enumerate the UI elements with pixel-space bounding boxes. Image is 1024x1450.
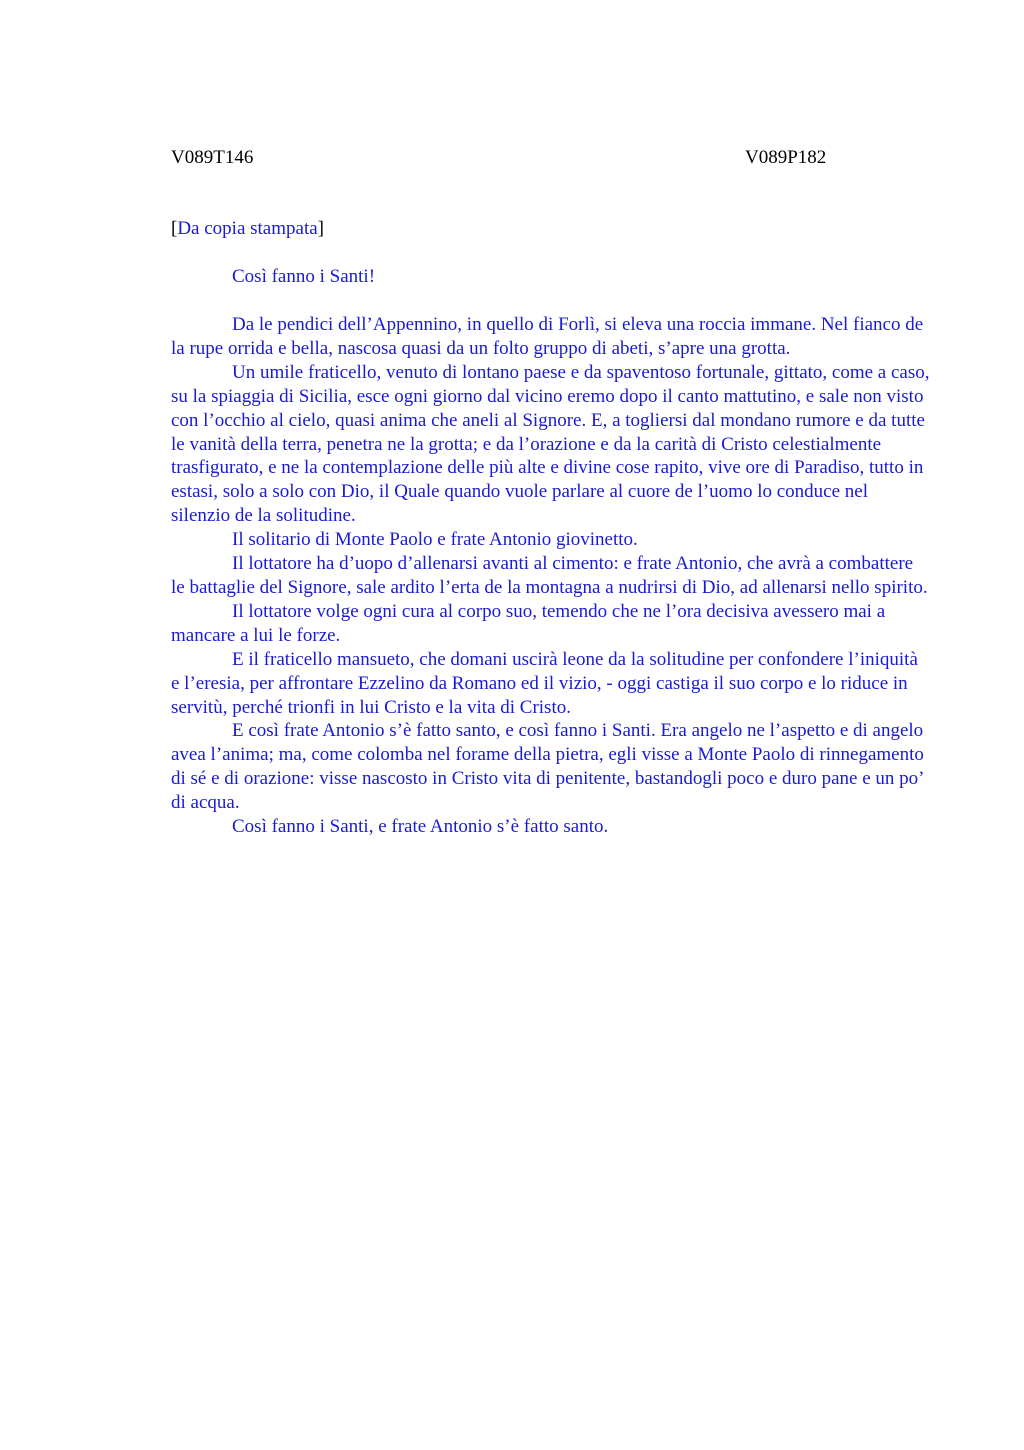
document-code-left: V089T146 (171, 147, 254, 168)
paragraph: Da le pendici dell’Appennino, in quello di Forlì, si eleva una roccia immane. Nel fianco de la rupe orrida e bella, nascosa quasi da un folto gruppo di abeti, s’apre una grotta. (171, 314, 924, 359)
source-open-bracket: [ (171, 218, 178, 239)
paragraph: E il fraticello mansueto, che domani uscirà leone da la solitudine per confondere l’iniquità e l’eresia, per affrontare Ezzelino da Romano ed il vizio, - oggi castiga il suo corpo e lo riduce in servitù, perché trionfi in lui Cristo e la vita di Cristo. (171, 648, 918, 718)
source-note (171, 218, 324, 240)
paragraph: Così fanno i Santi, e frate Antonio s’è fatto santo. (232, 816, 609, 838)
paragraph: Il lottatore volge ogni cura al corpo suo, temendo che ne l’ora decisiva avessero mai a mancare a lui le forze. (171, 600, 886, 646)
source-close-bracket: ] (317, 218, 324, 239)
paragraph: E così frate Antonio s’è fatto santo, e così fanno i Santi. Era angelo ne l’aspetto e di angelo avea l’anima; ma, come colomba nel forame della pietra, egli visse a Monte Paolo di rinnegamento di sé e di orazione: visse nascosto in Cristo vita di penitente, bastandogli poco e duro pane e un po’ di acqua. (171, 720, 924, 814)
document-title: Così fanno i Santi! (232, 266, 376, 287)
document-body (171, 313, 931, 839)
source-note-text: Da copia stampata (177, 218, 318, 239)
document-code-right: V089P182 (745, 147, 827, 168)
paragraph: Un umile fraticello, venuto di lontano paese e da spaventoso fortunale, gittato, come a caso, su la spiaggia di Sicilia, esce ogni giorno dal vicino eremo dopo il canto mattutino, e sale non visto con l’occhio al cielo, quasi anima che aneli al Signore. E, a togliersi dal mondano rumore e da tutte le vanità della terra, penetra ne la grotta; e da l’orazione e da la carità di Cristo celestialmente trasfigurato, e ne la contemplazione delle più alte e divine cose rapito, vive ore di Paradiso, tutto in estasi, solo a solo con Dio, il Quale quando vuole parlare al cuore de l’uomo lo conduce nel silenzio de la solitudine. (171, 361, 930, 527)
paragraph: Il lottatore ha d’uopo d’allenarsi avanti al cimento: e frate Antonio, che avrà a combattere le battaglie del Signore, sale ardito l’erta de la montagna a nudrirsi di Dio, ad allenarsi nello spirito. (171, 553, 928, 598)
paragraph: Il solitario di Monte Paolo e frate Antonio giovinetto. (232, 529, 638, 551)
